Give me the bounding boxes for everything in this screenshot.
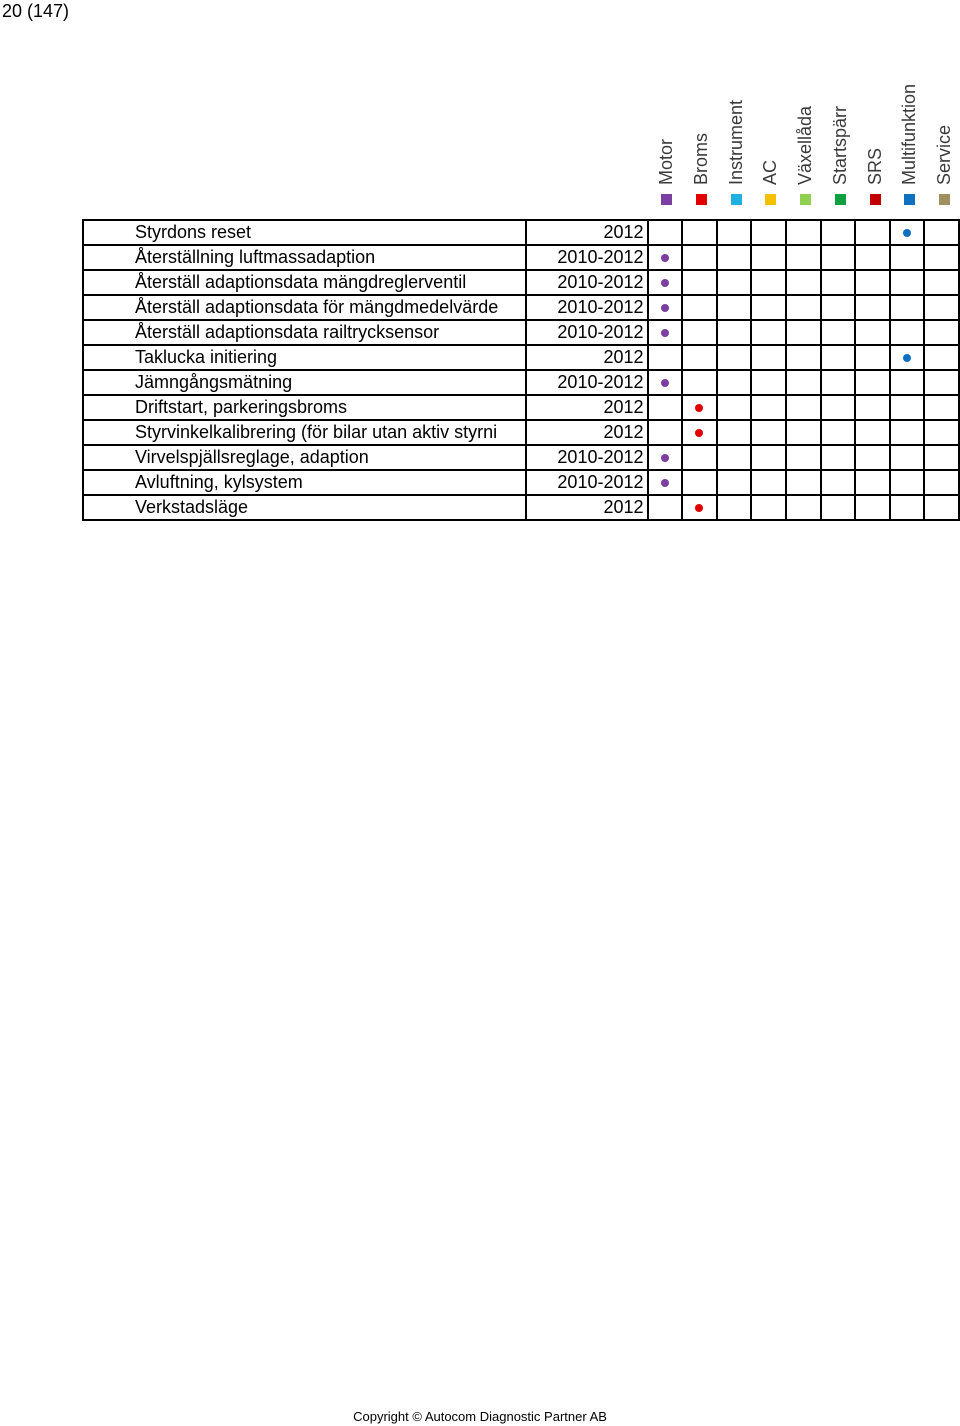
cell-instrument <box>717 495 752 520</box>
cell-ac <box>751 270 786 295</box>
model-years: 2012 <box>526 495 648 520</box>
cell-instrument <box>717 420 752 445</box>
cell-motor <box>648 445 683 470</box>
cell-startspärr <box>821 370 856 395</box>
cell-startspärr <box>821 295 856 320</box>
model-years: 2010-2012 <box>526 370 648 395</box>
cell-multifunktion <box>890 270 925 295</box>
cell-service <box>924 370 959 395</box>
column-header-multifunktion <box>890 0 924 215</box>
column-header-srs <box>856 0 890 215</box>
function-name: Verkstadsläge <box>83 495 526 520</box>
support-dot-icon <box>903 354 911 362</box>
column-color-swatch <box>661 194 672 205</box>
cell-ac <box>751 370 786 395</box>
model-years: 2010-2012 <box>526 320 648 345</box>
cell-startspärr <box>821 495 856 520</box>
column-label: Multifunktion <box>899 83 920 185</box>
model-years: 2010-2012 <box>526 470 648 495</box>
table-row <box>83 420 959 445</box>
support-dot-icon <box>661 279 669 287</box>
table-row <box>83 295 959 320</box>
column-header-ac <box>751 0 785 215</box>
table-row <box>83 220 959 245</box>
table-row <box>83 245 959 270</box>
column-header-service <box>925 0 959 215</box>
cell-motor <box>648 320 683 345</box>
cell-broms <box>682 370 717 395</box>
cell-motor <box>648 270 683 295</box>
cell-instrument <box>717 320 752 345</box>
cell-broms <box>682 270 717 295</box>
column-label: Startspärr <box>829 105 850 185</box>
column-label: Motor <box>656 138 676 185</box>
cell-startspärr <box>821 220 856 245</box>
function-table <box>82 219 960 521</box>
model-years: 2012 <box>526 420 648 445</box>
column-color-swatch <box>835 194 846 205</box>
cell-ac <box>751 345 786 370</box>
cell-service <box>924 495 959 520</box>
cell-service <box>924 270 959 295</box>
function-name: Avluftning, kylsystem <box>83 470 526 495</box>
function-name: Jämngångsmätning <box>83 370 526 395</box>
cell-broms <box>682 420 717 445</box>
support-dot-icon <box>661 329 669 337</box>
cell-broms <box>682 395 717 420</box>
cell-multifunktion <box>890 370 925 395</box>
cell-srs <box>855 370 890 395</box>
cell-instrument <box>717 245 752 270</box>
cell-växellåda <box>786 295 821 320</box>
cell-motor <box>648 245 683 270</box>
cell-srs <box>855 295 890 320</box>
cell-broms <box>682 320 717 345</box>
model-years: 2012 <box>526 345 648 370</box>
column-color-swatch <box>800 194 811 205</box>
support-dot-icon <box>695 429 703 437</box>
cell-ac <box>751 220 786 245</box>
cell-multifunktion <box>890 420 925 445</box>
cell-ac <box>751 320 786 345</box>
cell-srs <box>855 270 890 295</box>
cell-srs <box>855 470 890 495</box>
column-header-växellåda <box>786 0 820 215</box>
column-header-startspärr <box>821 0 855 215</box>
cell-multifunktion <box>890 445 925 470</box>
cell-motor <box>648 495 683 520</box>
cell-växellåda <box>786 445 821 470</box>
table-row <box>83 320 959 345</box>
table-row <box>83 395 959 420</box>
cell-instrument <box>717 220 752 245</box>
table-row <box>83 470 959 495</box>
model-years: 2012 <box>526 395 648 420</box>
cell-växellåda <box>786 320 821 345</box>
cell-multifunktion <box>890 295 925 320</box>
column-color-swatch <box>696 194 707 205</box>
cell-växellåda <box>786 495 821 520</box>
cell-växellåda <box>786 470 821 495</box>
cell-motor <box>648 220 683 245</box>
cell-startspärr <box>821 395 856 420</box>
cell-motor <box>648 420 683 445</box>
cell-broms <box>682 295 717 320</box>
cell-srs <box>855 220 890 245</box>
cell-instrument <box>717 445 752 470</box>
model-years: 2010-2012 <box>526 245 648 270</box>
model-years: 2010-2012 <box>526 445 648 470</box>
table-row <box>83 270 959 295</box>
cell-ac <box>751 245 786 270</box>
cell-srs <box>855 245 890 270</box>
column-color-swatch <box>870 194 881 205</box>
cell-srs <box>855 495 890 520</box>
support-dot-icon <box>903 229 911 237</box>
cell-multifunktion <box>890 395 925 420</box>
cell-växellåda <box>786 395 821 420</box>
support-dot-icon <box>661 254 669 262</box>
column-headers <box>0 0 960 215</box>
function-name: Styrvinkelkalibrering (för bilar utan aktiv styrni <box>83 420 526 445</box>
column-label: Växellåda <box>795 105 815 185</box>
cell-ac <box>751 295 786 320</box>
function-name: Styrdons reset <box>83 220 526 245</box>
cell-service <box>924 220 959 245</box>
cell-ac <box>751 495 786 520</box>
table-row <box>83 495 959 520</box>
cell-service <box>924 470 959 495</box>
cell-service <box>924 395 959 420</box>
cell-srs <box>855 445 890 470</box>
function-name: Virvelspjällsreglage, adaption <box>83 445 526 470</box>
cell-motor <box>648 345 683 370</box>
cell-multifunktion <box>890 495 925 520</box>
support-dot-icon <box>661 479 669 487</box>
cell-broms <box>682 495 717 520</box>
cell-multifunktion <box>890 320 925 345</box>
cell-växellåda <box>786 420 821 445</box>
cell-srs <box>855 395 890 420</box>
cell-service <box>924 345 959 370</box>
cell-instrument <box>717 345 752 370</box>
cell-broms <box>682 470 717 495</box>
support-dot-icon <box>661 379 669 387</box>
support-dot-icon <box>695 404 703 412</box>
cell-srs <box>855 345 890 370</box>
cell-instrument <box>717 270 752 295</box>
cell-multifunktion <box>890 245 925 270</box>
cell-instrument <box>717 295 752 320</box>
support-dot-icon <box>695 504 703 512</box>
cell-multifunktion <box>890 345 925 370</box>
cell-broms <box>682 245 717 270</box>
cell-ac <box>751 470 786 495</box>
cell-ac <box>751 420 786 445</box>
cell-motor <box>648 295 683 320</box>
column-header-broms <box>682 0 716 215</box>
cell-broms <box>682 345 717 370</box>
copyright-footer: Copyright © Autocom Diagnostic Partner AB <box>353 1409 607 1424</box>
model-years: 2010-2012 <box>526 270 648 295</box>
cell-multifunktion <box>890 220 925 245</box>
cell-startspärr <box>821 470 856 495</box>
cell-motor <box>648 470 683 495</box>
cell-motor <box>648 395 683 420</box>
cell-multifunktion <box>890 470 925 495</box>
table-row <box>83 370 959 395</box>
column-header-instrument <box>717 0 751 215</box>
cell-srs <box>855 320 890 345</box>
model-years: 2012 <box>526 220 648 245</box>
cell-ac <box>751 445 786 470</box>
cell-ac <box>751 395 786 420</box>
cell-växellåda <box>786 245 821 270</box>
column-color-swatch <box>939 194 950 205</box>
function-name: Driftstart, parkeringsbroms <box>83 395 526 420</box>
column-color-swatch <box>904 194 915 205</box>
cell-startspärr <box>821 245 856 270</box>
cell-broms <box>682 220 717 245</box>
function-name: Taklucka initiering <box>83 345 526 370</box>
column-label: Broms <box>690 132 711 185</box>
cell-instrument <box>717 395 752 420</box>
cell-instrument <box>717 370 752 395</box>
cell-startspärr <box>821 445 856 470</box>
column-color-swatch <box>731 194 742 205</box>
column-color-swatch <box>765 194 776 205</box>
cell-service <box>924 245 959 270</box>
page-number: 20 (147) <box>2 1 70 21</box>
cell-motor <box>648 370 683 395</box>
cell-startspärr <box>821 270 856 295</box>
cell-startspärr <box>821 420 856 445</box>
cell-srs <box>855 420 890 445</box>
function-name: Återställ adaptionsdata railtrycksensor <box>83 320 526 345</box>
support-dot-icon <box>661 304 669 312</box>
cell-broms <box>682 445 717 470</box>
column-label: SRS <box>864 147 885 185</box>
cell-startspärr <box>821 320 856 345</box>
cell-växellåda <box>786 270 821 295</box>
cell-service <box>924 445 959 470</box>
column-label: AC <box>760 159 781 185</box>
cell-startspärr <box>821 345 856 370</box>
cell-växellåda <box>786 370 821 395</box>
cell-växellåda <box>786 345 821 370</box>
column-label: Service <box>934 124 954 185</box>
cell-växellåda <box>786 220 821 245</box>
model-years: 2010-2012 <box>526 295 648 320</box>
function-name: Återställ adaptionsdata mängdreglerventil <box>83 270 526 295</box>
table-row <box>83 445 959 470</box>
cell-service <box>924 320 959 345</box>
cell-service <box>924 295 959 320</box>
function-name: Återställ adaptionsdata för mängdmedelvärde <box>83 295 526 320</box>
support-dot-icon <box>661 454 669 462</box>
cell-service <box>924 420 959 445</box>
cell-instrument <box>717 470 752 495</box>
function-name: Återställning luftmassadaption <box>83 245 526 270</box>
column-label: Instrument <box>725 99 746 185</box>
column-header-motor <box>647 0 681 215</box>
table-row <box>83 345 959 370</box>
